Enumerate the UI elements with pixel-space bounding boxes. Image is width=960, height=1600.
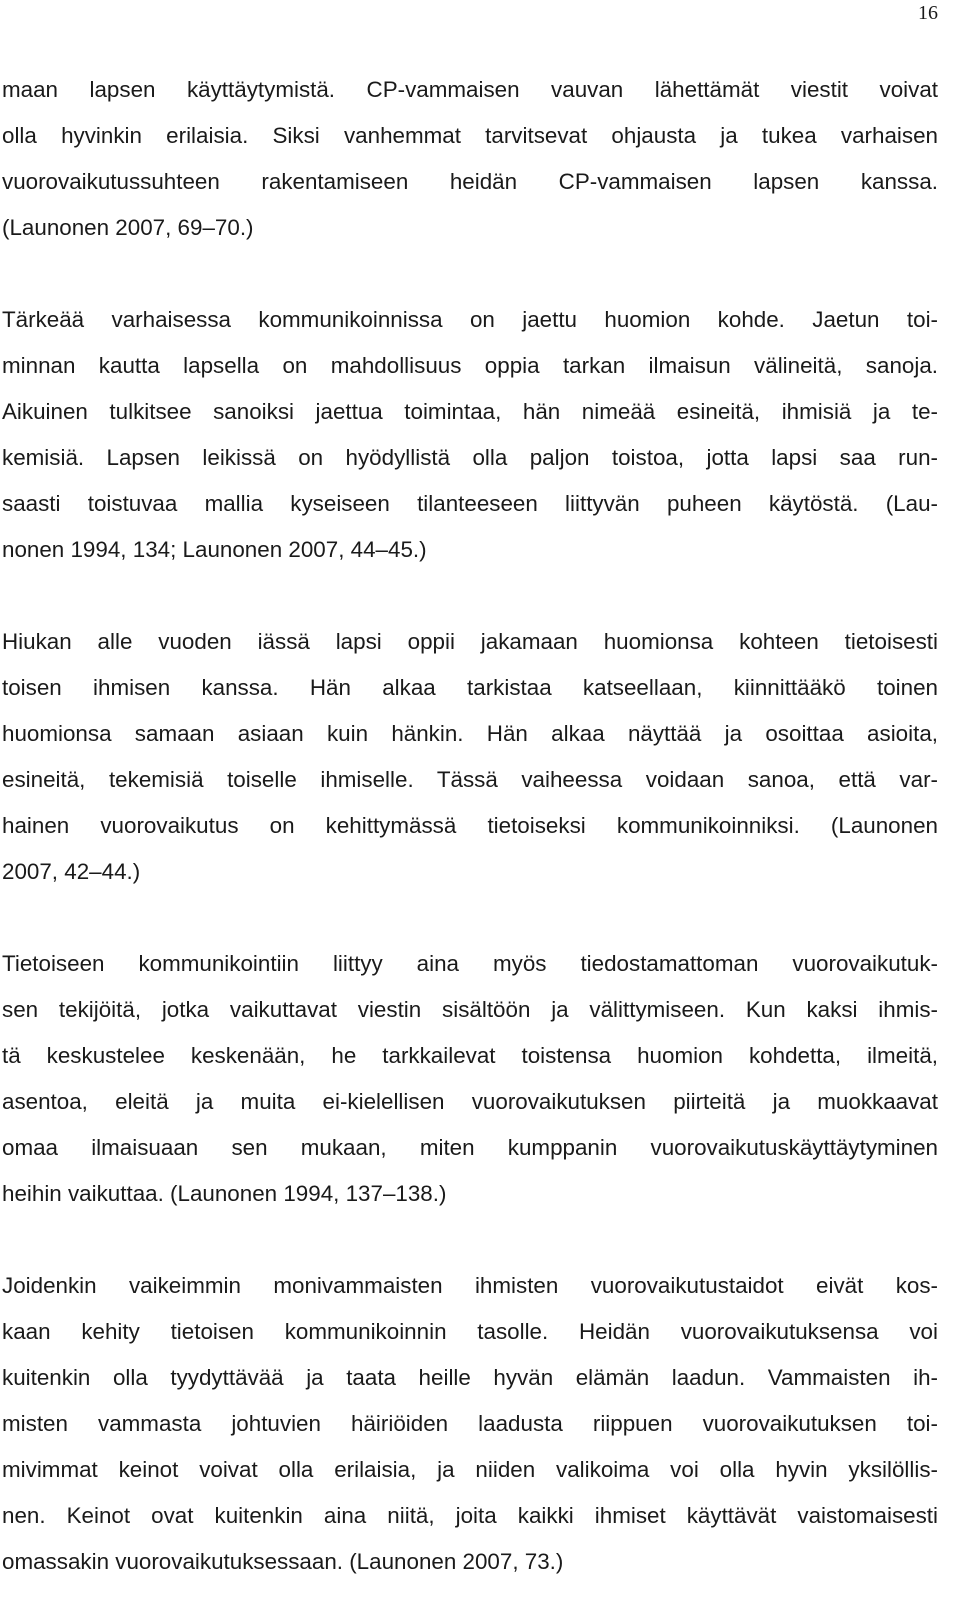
text-line: kemisiä. Lapsen leikissä on hyödyllistä olla paljon toistoa, jotta lapsi saa run- [2, 445, 938, 470]
paragraph-gap [2, 1217, 938, 1263]
text-line: Tärkeää varhaisessa kommunikoinnissa on jaettu huomion kohde. Jaetun toi- [2, 307, 938, 332]
text-line: kaan kehity tietoisen kommunikoinnin tasolle. Heidän vuorovaikutuksensa voi [2, 1319, 938, 1344]
paragraph [2, 1263, 938, 1585]
text-line: (Launonen 2007, 69–70.) [2, 215, 254, 240]
paragraph-gap [2, 895, 938, 941]
text-line: esineitä, tekemisiä toiselle ihmiselle. Tässä vaiheessa voidaan sanoa, että var- [2, 767, 938, 792]
text-line: Aikuinen tulkitsee sanoiksi jaettua toimintaa, hän nimeää esineitä, ihmisiä ja te- [2, 399, 938, 424]
paragraph [2, 619, 938, 895]
text-line: heihin vaikuttaa. (Launonen 1994, 137–138.) [2, 1181, 447, 1206]
text-line: huomionsa samaan asiaan kuin hänkin. Hän alkaa näyttää ja osoittaa asioita, [2, 721, 938, 746]
text-line: Hiukan alle vuoden iässä lapsi oppii jakamaan huomionsa kohteen tietoisesti [2, 629, 938, 654]
text-line: omassakin vuorovaikutuksessaan. (Launonen 2007, 73.) [2, 1549, 564, 1574]
text-line: saasti toistuvaa mallia kyseiseen tilanteeseen liittyvän puheen käytöstä. (Lau- [2, 491, 938, 516]
text-line: hainen vuorovaikutus on kehittymässä tietoiseksi kommunikoinniksi. (Launonen [2, 813, 938, 838]
text-line: kuitenkin olla tyydyttävää ja taata heille hyvän elämän laadun. Vammaisten ih- [2, 1365, 938, 1390]
text-line: misten vammasta johtuvien häiriöiden laadusta riippuen vuorovaikutuksen toi- [2, 1411, 938, 1436]
text-line: 2007, 42–44.) [2, 859, 141, 884]
document-body [2, 67, 938, 1585]
paragraph-gap [2, 251, 938, 297]
text-line: nen. Keinot ovat kuitenkin aina niitä, joita kaikki ihmiset käyttävät vaistomaisesti [2, 1503, 938, 1528]
text-line: sen tekijöitä, jotka vaikuttavat viestin sisältöön ja välittymiseen. Kun kaksi ihmis- [2, 997, 938, 1022]
text-line: nonen 1994, 134; Launonen 2007, 44–45.) [2, 537, 427, 562]
text-line: asentoa, eleitä ja muita ei-kielellisen vuorovaikutuksen piirteitä ja muokkaavat [2, 1089, 938, 1114]
paragraph [2, 67, 938, 251]
text-line: mivimmat keinot voivat olla erilaisia, ja niiden valikoima voi olla hyvin yksilöllis- [2, 1457, 938, 1482]
text-line: olla hyvinkin erilaisia. Siksi vanhemmat tarvitsevat ohjausta ja tukea varhaisen [2, 123, 938, 148]
text-line: toisen ihmisen kanssa. Hän alkaa tarkistaa katseellaan, kiinnittääkö toinen [2, 675, 938, 700]
text-line: maan lapsen käyttäytymistä. CP-vammaisen vauvan lähettämät viestit voivat [2, 77, 938, 102]
paragraph [2, 297, 938, 573]
page-number: 16 [918, 2, 938, 24]
text-line: vuorovaikutussuhteen rakentamiseen heidän CP-vammaisen lapsen kanssa. [2, 169, 938, 194]
paragraph-gap [2, 573, 938, 619]
paragraph [2, 941, 938, 1217]
text-line: omaa ilmaisuaan sen mukaan, miten kumppanin vuorovaikutuskäyttäytyminen [2, 1135, 938, 1160]
text-line: tä keskustelee keskenään, he tarkkailevat toistensa huomion kohdetta, ilmeitä, [2, 1043, 938, 1068]
text-line: minnan kautta lapsella on mahdollisuus oppia tarkan ilmaisun välineitä, sanoja. [2, 353, 938, 378]
text-line: Joidenkin vaikeimmin monivammaisten ihmisten vuorovaikutustaidot eivät kos- [2, 1273, 938, 1298]
text-line: Tietoiseen kommunikointiin liittyy aina myös tiedostamattoman vuorovaikutuk- [2, 951, 938, 976]
